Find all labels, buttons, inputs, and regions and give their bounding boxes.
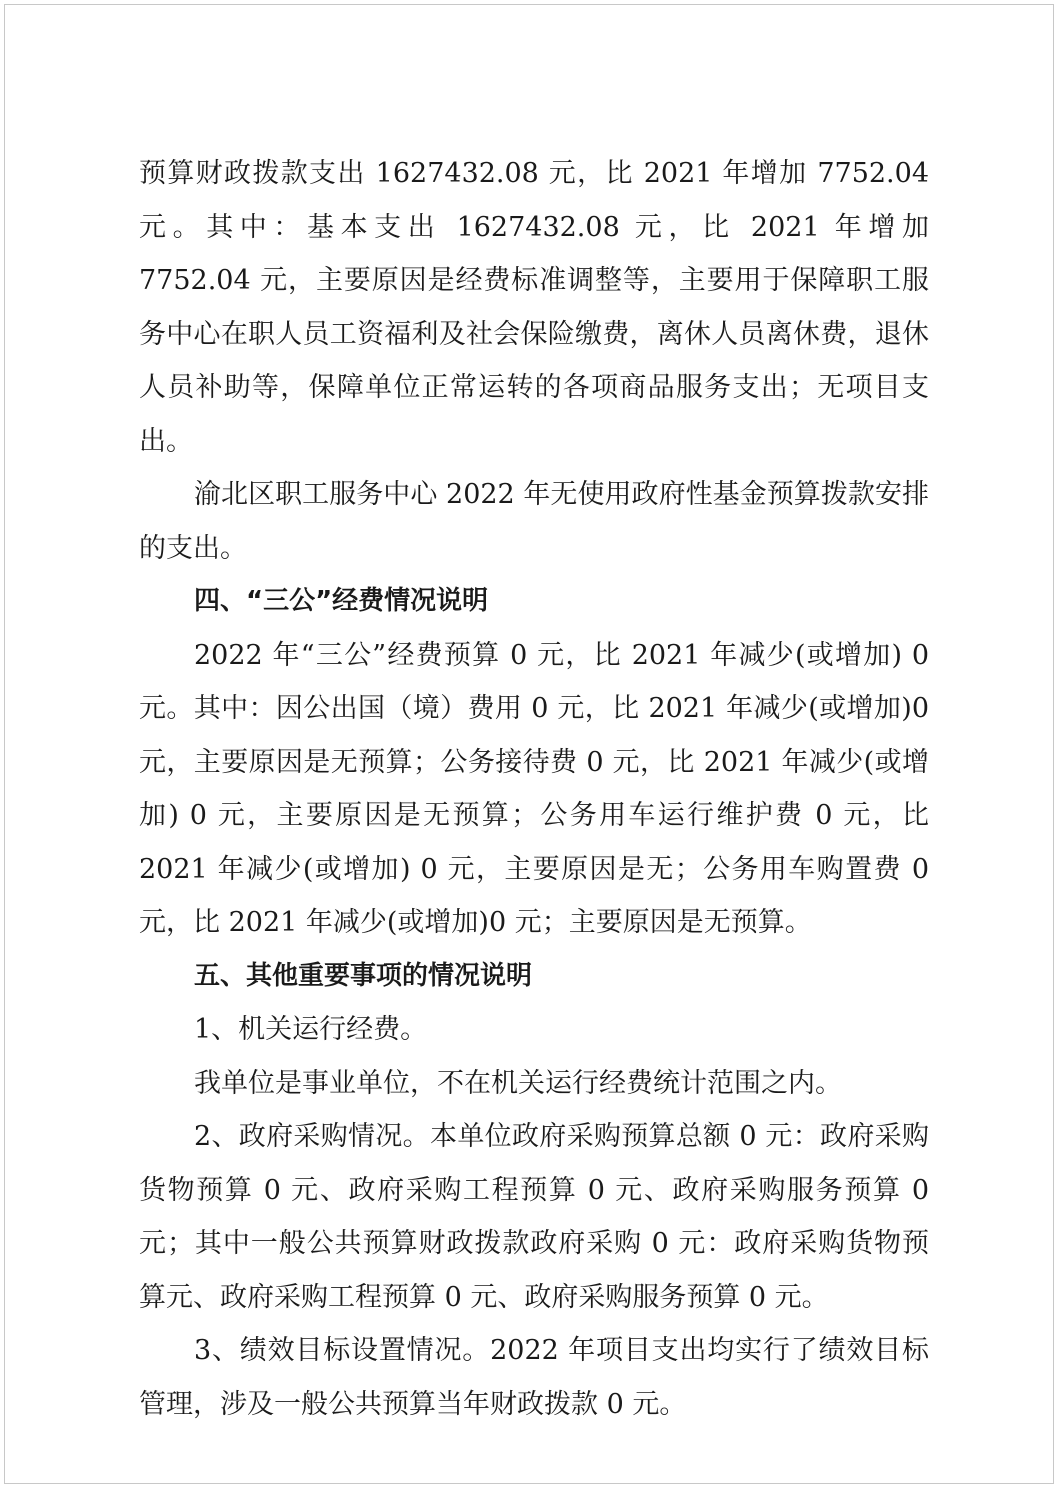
document-page — [4, 4, 1054, 1484]
document-body — [139, 147, 929, 1431]
paragraph-operating-expenses-note: 我单位是事业单位，不在机关运行经费统计范围之内。 — [194, 1067, 842, 1099]
paragraph-operating-expenses-title: 1、机关运行经费。 — [194, 1014, 428, 1045]
section-heading-other-matters: 五、其他重要事项的情况说明 — [194, 960, 533, 991]
section-heading-three-public: 四、“三公”经费情况说明 — [194, 586, 489, 616]
paragraph-performance-targets: 3、绩效目标设置情况。2022 年项目支出均实行了绩效目标管理，涉及一般公共预算当年财政拨款 0 元。 — [139, 1335, 929, 1420]
paragraph-three-public-expenses: 2022 年“三公”经费预算 0 元，比 2021 年减少(或增加) 0 元。其中：因公出国（境）费用 0 元，比 2021 年减少(或增加)0 元，主要原因是无预算；公务接待费 0 元，比 2021 年减少(或增加) 0 元，主要原因是无预算；公务用车运行维护费 0 元，比 2021 年减少(或增加) 0 元，主要原因是无；公务用车购置费 0 元，比 2021 年减少(或增加)0 元；主要原因是无预算。 — [139, 639, 929, 938]
paragraph-government-procurement: 2、政府采购情况。本单位政府采购预算总额 0 元：政府采购货物预算 0 元、政府采购工程预算 0 元、政府采购服务预算 0 元；其中一般公共预算财政拨款政府采购 0 元：政府采购货物预算元、政府采购工程预算 0 元、政府采购服务预算 0 元。 — [139, 1121, 929, 1313]
paragraph-budget-expenditure: 预算财政拨款支出 1627432.08 元，比 2021 年增加 7752.04 元。其中：基本支出 1627432.08 元，比 2021 年增加 7752.04 元，主要原因是经费标准调整等，主要用于保障职工服务中心在职人员工资福利及社会保险缴费，离休人员离休费，退休人员补助等，保障单位正常运转的各项商品服务支出；无项目支出。 — [139, 158, 929, 457]
paragraph-government-fund: 渝北区职工服务中心 2022 年无使用政府性基金预算拨款安排的支出。 — [139, 479, 929, 564]
